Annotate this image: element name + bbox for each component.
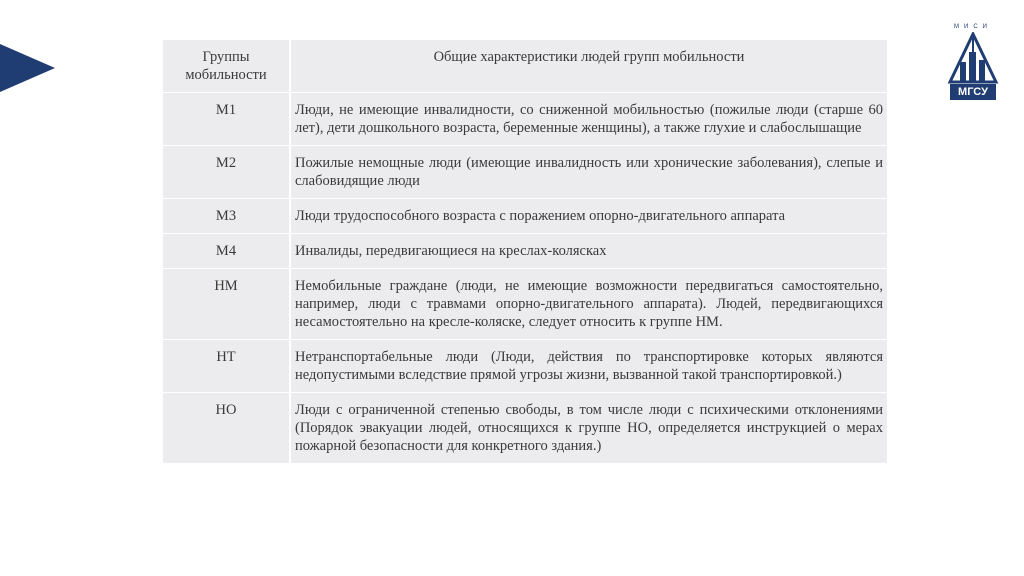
group-code: НО (163, 393, 290, 464)
group-code: НМ (163, 269, 290, 340)
building-icon (946, 32, 1000, 84)
group-description: Пожилые немощные люди (имеющие инвалидность или хронические заболевания), слепые и слабовидящие люди (290, 146, 887, 199)
table-row (163, 269, 887, 340)
group-description: Инвалиды, передвигающиеся на креслах-колясках (290, 234, 887, 269)
group-code: НТ (163, 340, 290, 393)
header-groups: Группы мобильности (163, 40, 290, 93)
group-description: Люди, не имеющие инвалидности, со сниженной мобильностью (пожилые люди (старше 60 лет), дети дошкольного возраста, беременные женщины), а также глухие и слабослышащие (290, 93, 887, 146)
logo-label: МГСУ (950, 84, 996, 100)
mgsu-logo (944, 24, 1002, 102)
mobility-groups-table (163, 40, 887, 464)
group-code: М1 (163, 93, 290, 146)
group-code: М4 (163, 234, 290, 269)
group-description: Люди трудоспособного возраста с поражением опорно-двигательного аппарата (290, 199, 887, 234)
group-code: М2 (163, 146, 290, 199)
table-header-row (163, 40, 887, 93)
group-description: Люди с ограниченной степенью свободы, в том числе люди с психическими отклонениями (Порядок эвакуации людей, относящихся к группе НО, определяется инструкцией о мерах пожарной безопасности для конкретного здания.) (290, 393, 887, 464)
table-row (163, 234, 887, 269)
table-row (163, 146, 887, 199)
group-code: М3 (163, 199, 290, 234)
table-row (163, 93, 887, 146)
group-description: Немобильные граждане (люди, не имеющие возможности передвигаться самостоятельно, например, люди с травмами опорно-двигательного аппарата). Людей, передвигающихся несамостоятельно на кресле-коляске, следует относить к группе НМ. (290, 269, 887, 340)
table-row (163, 199, 887, 234)
table-row (163, 340, 887, 393)
arrow-decoration (0, 44, 55, 92)
table-row (163, 393, 887, 464)
logo-top-text: МИСИ (954, 24, 992, 30)
group-description: Нетранспортабельные люди (Люди, действия по транспортировке которых являются недопустимыми вследствие прямой угрозы жизни, вызванной такой транспортировкой.) (290, 340, 887, 393)
header-characteristics: Общие характеристики людей групп мобильности (290, 40, 887, 93)
